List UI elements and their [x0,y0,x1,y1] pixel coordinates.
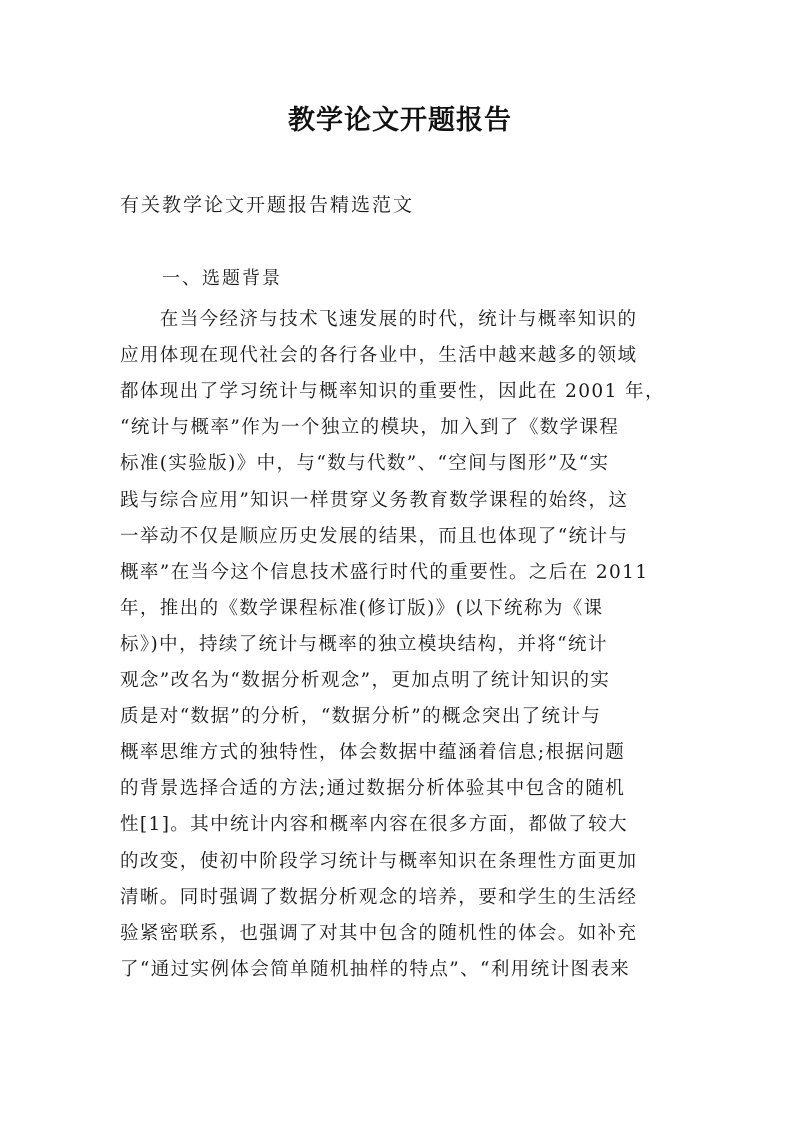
body-line: 观念”改名为“数据分析观念”，更加点明了统计知识的实 [120,670,611,691]
body-line: 验紧密联系，也强调了对其中包含的随机性的体会。如补充 [120,922,638,944]
document-subtitle: 有关教学论文开题报告精选范文 [120,194,415,216]
body-line: 概率”在当今这个信息技术盛行时代的重要性。之后在 2011 [120,561,649,583]
body-line: 标》)中，持续了统计与概率的独立模块结构，并将“统计 [120,633,608,655]
body-line: 践与综合应用”知识一样贯穿义务教育数学课程的始终，这 [120,489,629,511]
body-line: 了“通过实例体会简单随机抽样的特点”、“利用统计图表来 [120,958,631,980]
body-line: 在当今经济与技术飞速发展的时代，统计与概率知识的 [120,309,638,330]
body-line: “统计与概率”作为一个独立的模块，加入到了《数学课程 [120,417,620,439]
body-line: 清晰。同时强调了数据分析观念的培养，要和学生的生活经 [120,886,638,908]
body-line: 概率思维方式的独特性，体会数据中蕴涵着信息;根据问题 [120,742,626,764]
body-line: 标准(实验版)》中，与“数与代数”、“空间与图形”及“实 [120,453,610,475]
body-line: 年，推出的《数学课程标准(修订版)》(以下统称为《课 [120,597,604,619]
body-line: 的改变，使初中阶段学习统计与概率知识在条理性方面更加 [120,850,638,872]
section-heading: 一、选题背景 [162,268,282,289]
document-title: 教学论文开题报告 [288,105,512,136]
body-line: 应用体现在现代社会的各行各业中，生活中越来越多的领域 [120,345,638,367]
body-line: 一举动不仅是顺应历史发展的结果，而且也体现了“统计与 [120,525,629,547]
body-line: 的背景选择合适的方法;通过数据分析体验其中包含的随机 [120,778,626,800]
body-line: 质是对“数据”的分析，“数据分析”的概念突出了统计与 [120,706,602,728]
body-line: 性[1]。其中统计内容和概率内容在很多方面，都做了较大 [120,814,629,836]
body-line: 都体现出了学习统计与概率知识的重要性，因此在 2001 年， [120,381,665,403]
